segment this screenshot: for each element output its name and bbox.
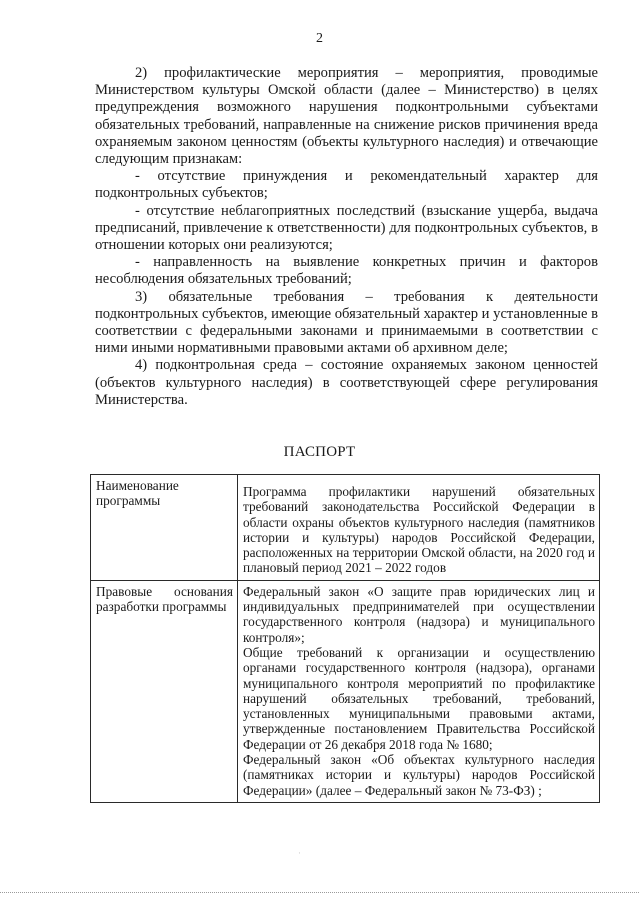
row-label	[91, 580, 238, 802]
paragraph-bullet-focus-on-causes: - направленность на выявление конкретных причин и факторов несоблюдения обязательных требований;	[95, 254, 598, 288]
paragraph-bullet-no-adverse-effects: - отсутствие неблагоприятных последствий (взыскание ущерба, выдача предписаний, привлечение к ответственности) для подконтрольных субъектов, в отношении которых они реализуются;	[95, 202, 598, 254]
row-label-text: Наименование программы	[96, 478, 179, 509]
row-label-text: Правовые основания разработки программы	[96, 583, 233, 615]
definitions-text	[95, 65, 598, 409]
passport-title: ПАСПОРТ	[283, 444, 356, 460]
paragraph-preventive-measures: 2) профилактические мероприятия – мероприятия, проводимые Министерством культуры Омской области (далее – Министерство) в целях предупреждения возможного нарушения подконтрольными субъектами обязательных требований, направленные на снижение рисков причинения вреда охраняемым законом ценностям (объекты культурного наследия) и отвечающие следующим признакам:	[95, 65, 598, 168]
page-bottom-edge	[0, 892, 639, 893]
row-content-text: Федеральный закон «Об объектах культурного наследия (памятниках истории и культуры) народов Российской Федерации» (далее – Федеральный закон № 73-ФЗ) ;	[243, 752, 595, 798]
passport-table	[90, 474, 600, 803]
paragraph-mandatory-requirements: 3) обязательные требования – требования к деятельности подконтрольных субъектов, имеющие обязательный характер и установленные в соответствии с федеральными законами и принимаемыми в соответствии с ними иными нормативными правовыми актами об архивном деле;	[95, 288, 598, 357]
passport-row-legal-basis	[91, 580, 600, 802]
scan-artifact: ·	[298, 848, 301, 858]
row-content-text: Общие требований к организации и осуществлению органами государственного контроля (надзора), органами муниципального контроля мероприятий по профилактике нарушений обязательных требований, требований, установленных муниципальными правовыми актами, утвержденные постановлением Правительства Российской Федерации от 26 декабря 2018 года № 1680;	[243, 644, 595, 752]
row-content	[238, 475, 600, 581]
paragraph-controlled-environment: 4) подконтрольная среда – состояние охраняемых законом ценностей (объектов культурного наследия) в соответствующей сфере регулирования Министерства.	[95, 357, 598, 408]
row-content	[238, 580, 600, 802]
page-number: 2	[316, 31, 323, 46]
row-label	[91, 475, 238, 581]
row-content-text: Программа профилактики нарушений обязательных требований законодательства Российской Федерации в области охраны объектов культурного наследия (памятников истории и культуры) народов Российской Федерации, расположенных на территории Омской области, на 2020 год и плановый период 2021 – 2022 годов	[243, 484, 595, 576]
row-content-text: Федеральный закон «О защите прав юридических лиц и индивидуальных предпринимателей при осуществлении государственного контроля (надзора) и муниципального контроля»;	[243, 583, 595, 645]
paragraph-bullet-no-coercion: - отсутствие принуждения и рекомендательный характер для подконтрольных субъектов;	[95, 168, 598, 202]
passport-row-program-name	[91, 475, 600, 581]
